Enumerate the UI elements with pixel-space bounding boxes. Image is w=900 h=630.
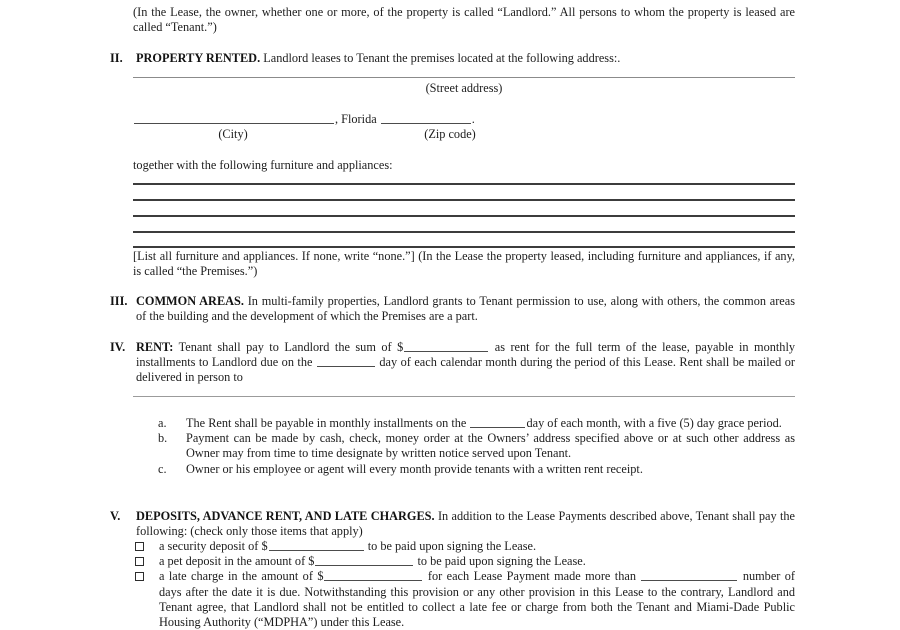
rent-payee-address-blank[interactable] <box>133 396 795 397</box>
furniture-blank-line-1[interactable] <box>133 183 795 185</box>
section-property-rented <box>110 51 795 66</box>
furniture-blank-line-4[interactable] <box>133 231 795 233</box>
section-iv-text-2: as rent for the full term of the lease, payable in monthly installments to Landlord due on the <box>136 340 796 370</box>
section-v-body <box>136 509 795 539</box>
section-iv-body <box>136 340 795 386</box>
late-charge-days-blank[interactable] <box>641 569 737 581</box>
late-charge-text-2: for each Lease Payment made more than <box>427 569 636 584</box>
rent-subitem-c <box>158 462 795 477</box>
section-deposits <box>110 509 795 539</box>
checkitem-security-deposit-label <box>159 539 795 554</box>
checkbox-icon-security-deposit[interactable] <box>135 542 144 551</box>
section-iii-text: In multi-family properties, Landlord grants to Tenant permission to use, along with others, the common areas of the building and the development of which the Premises are a part. <box>136 294 796 324</box>
subitem-letter-b: b. <box>158 431 168 446</box>
checkbox-icon-late-charge[interactable] <box>135 572 144 581</box>
subitem-letter-c: c. <box>158 461 167 476</box>
zip-blank[interactable] <box>381 112 471 124</box>
section-rent <box>110 340 795 386</box>
section-ii-body <box>136 51 795 66</box>
section-numeral-iii: III. <box>110 294 128 308</box>
pet-deposit-amount-blank[interactable] <box>315 554 413 566</box>
section-numeral-v: V. <box>110 509 121 523</box>
section-iv-text-3: day of each calendar month during the period of this Lease. Rent shall be mailed or delivered in person to <box>136 355 795 385</box>
address-period: . <box>471 112 475 126</box>
subitem-a-text-1: The Rent shall be payable in monthly installments on the <box>186 416 467 430</box>
furniture-blank-line-2[interactable] <box>133 199 795 201</box>
checkitem-late-charge[interactable] <box>135 569 795 630</box>
security-deposit-amount-blank[interactable] <box>269 539 364 551</box>
city-blank[interactable] <box>134 112 334 124</box>
intro-text: (In the Lease, the owner, whether one or more, of the property is called “Landlord.” All persons to whom the property is leased are called “Tenant.”) <box>133 5 795 35</box>
furniture-intro: together with the following furniture and appliances: <box>133 158 393 172</box>
rent-sum-blank[interactable] <box>404 340 488 352</box>
zip-caption: (Zip code) <box>424 127 476 141</box>
section-v-heading: DEPOSITS, ADVANCE RENT, AND LATE CHARGES. <box>136 509 435 523</box>
street-address-blank[interactable] <box>133 77 795 78</box>
street-address-caption: (Street address) <box>425 81 503 95</box>
rent-subitem-b <box>158 431 795 461</box>
rent-installment-day-blank[interactable] <box>470 416 525 428</box>
section-ii-heading: PROPERTY RENTED. <box>136 51 261 65</box>
pet-deposit-text-1: a pet deposit in the amount of $ <box>159 554 315 569</box>
subitem-text-b: Payment can be made by cash, check, money order at the Owners’ address specified above or at such other address as Owner may from time to time designate by written notice served upon Tenant. <box>186 431 795 461</box>
city-caption: (City) <box>218 127 248 141</box>
security-deposit-text-1: a security deposit of $ <box>159 539 268 553</box>
subitem-a-text-2: day of each month, with a five (5) day grace period. <box>526 416 782 430</box>
section-v-text: In addition to the Lease Payments described above, Tenant shall pay the following: (check only those items that apply) <box>136 509 795 539</box>
section-ii-text: Landlord leases to Tenant the premises located at the following address:. <box>263 51 621 65</box>
checkbox-icon-pet-deposit[interactable] <box>135 557 144 566</box>
furniture-blank-line-5[interactable] <box>133 246 795 248</box>
late-charge-amount-blank[interactable] <box>324 569 422 581</box>
late-charge-text-3: number of days after the date it is due. Notwithstanding this provision or any other provision in this Lease to the contrary, Landlord and Tenant agree, that Landlord shall not be entitled to collect a late fee or charge from both the Tenant and Miami-Dade Public Housing Authority (“MDPHA”) under this Lease. <box>159 569 796 630</box>
section-iii-heading: COMMON AREAS. <box>136 294 244 308</box>
checkitem-pet-deposit[interactable] <box>135 554 795 569</box>
rent-due-day-blank[interactable] <box>317 355 375 367</box>
subitem-text-c: Owner or his employee or agent will every month provide tenants with a written rent receipt. <box>186 461 643 476</box>
state-label: , Florida <box>335 112 377 126</box>
security-deposit-text-2: to be paid upon signing the Lease. <box>367 539 537 553</box>
checkitem-security-deposit[interactable] <box>135 539 795 554</box>
intro-paragraph <box>133 5 795 35</box>
deposit-checklist <box>135 539 795 630</box>
rent-subitems <box>158 416 795 477</box>
late-charge-text-1: a late charge in the amount of $ <box>159 569 324 584</box>
pet-deposit-text-2: to be paid upon signing the Lease. <box>417 554 586 569</box>
section-numeral-ii: II. <box>110 51 123 65</box>
subitem-letter-a: a. <box>158 416 167 430</box>
furniture-blank-line-3[interactable] <box>133 215 795 217</box>
subitem-text-a <box>186 416 795 431</box>
section-iii-body <box>136 294 795 324</box>
rent-subitem-a <box>158 416 795 431</box>
section-numeral-iv: IV. <box>110 340 126 354</box>
checkitem-late-charge-label <box>159 569 795 630</box>
section-iv-text-1: Tenant shall pay to Landlord the sum of $ <box>178 340 404 354</box>
city-state-zip-line <box>133 112 475 127</box>
section-common-areas <box>110 294 795 324</box>
section-iv-heading: RENT: <box>136 340 174 354</box>
checkitem-pet-deposit-label <box>159 554 795 569</box>
furniture-note: [List all furniture and appliances. If none, write “none.”] (In the Lease the property leased, including furniture and appliances, if any, is called “the Premises.”) <box>133 249 795 279</box>
